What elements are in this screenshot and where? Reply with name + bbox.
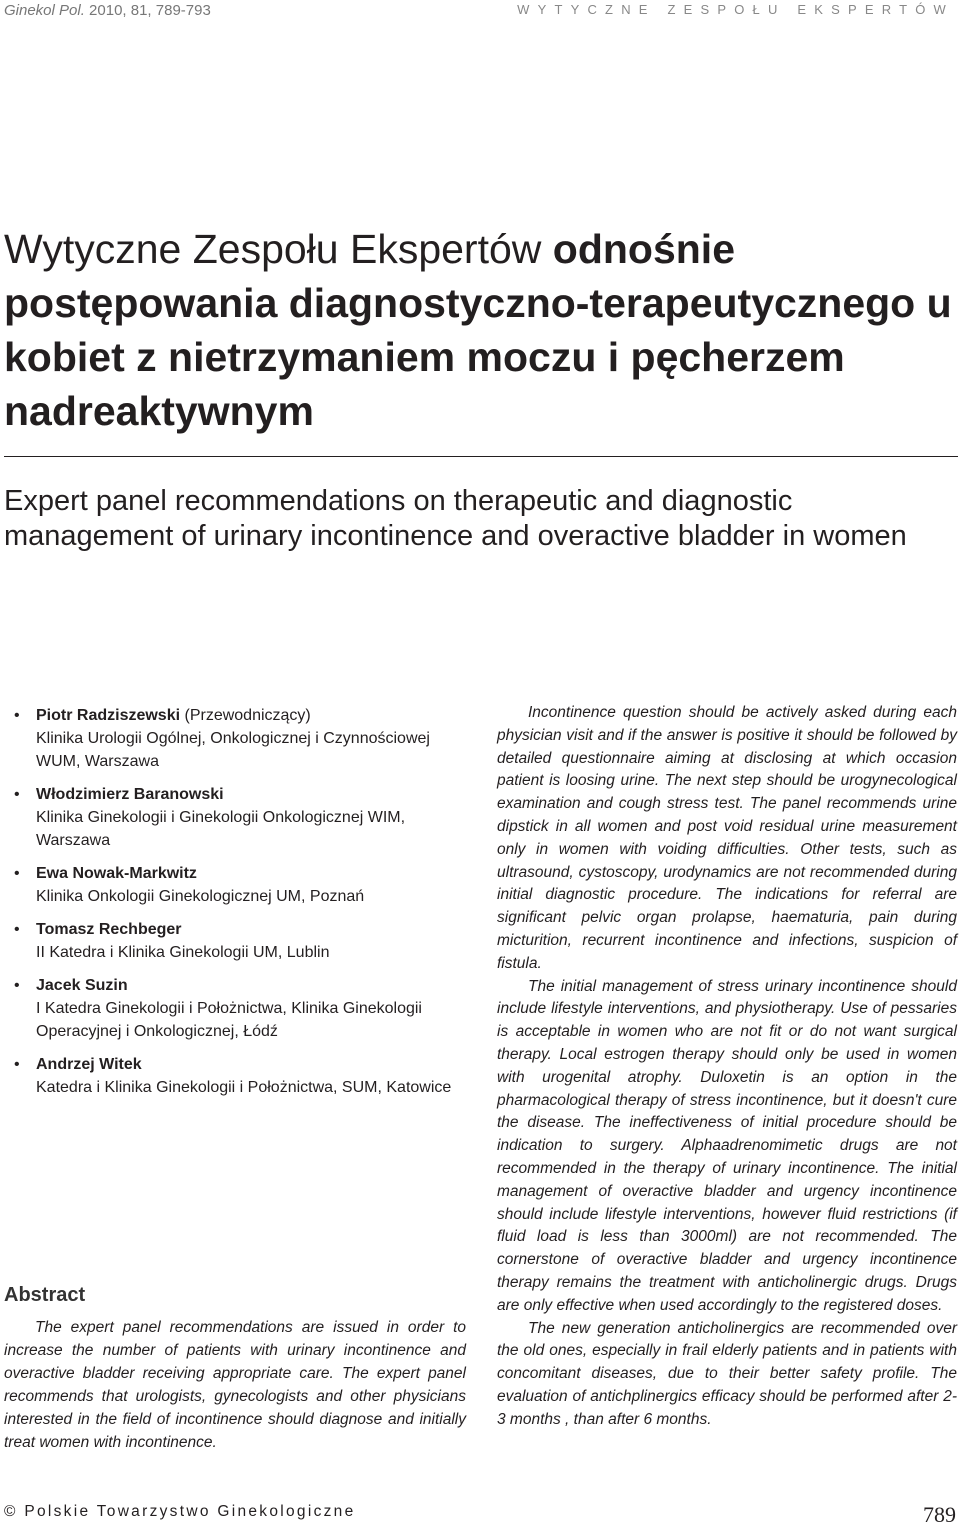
- author-affiliation: Klinika Onkologii Ginekologicznej UM, Poznań: [36, 888, 365, 905]
- author-name: Tomasz Rechbeger: [36, 921, 182, 938]
- author-name: Piotr Radziszewski: [36, 707, 181, 724]
- english-title: Expert panel recommendations on therapeutic and diagnostic management of urinary incontinence and overactive bladder in women: [4, 485, 907, 552]
- author-affiliation: I Katedra Ginekologii i Położnictwa, Klinika Ginekologii Operacyjnej i Onkologicznej, Łódź: [36, 1000, 422, 1040]
- bullet-icon: •: [14, 977, 20, 994]
- bullet-icon: •: [14, 865, 20, 882]
- body-text-column: [497, 702, 957, 1432]
- author-name: Włodzimierz Baranowski: [36, 786, 224, 803]
- author-affiliation: Klinika Ginekologii i Ginekologii Onkologicznej WIM, Warszawa: [36, 809, 406, 849]
- bullet-icon: •: [14, 707, 20, 724]
- author-role: (Przewodniczący): [180, 707, 311, 724]
- bullet-icon: •: [14, 786, 20, 803]
- title-divider: [4, 456, 958, 457]
- body-paragraph: The initial management of stress urinary incontinence should include lifestyle interventions, and physiotherapy. Use of pessaries is acceptable in women who are not fit or do not want surgical therapy. Local estrogen therapy should only be used in women with urogenital atrophy. Duloxetin is an option in the pharmacological therapy of stress incontinence, but it doesn't cure the disease. The ineffectiveness of initial procedure should be indication to surgery. Alphaadrenomimetic drugs are not recommended in the therapy of urinary incontinence. The initial management of overactive bladder and urgency incontinence should include lifestyle interventions, however fluid restrictions (if fluid load is less than 3000ml) are not recommended. The cornerstone of overactive bladder and urgency incontinence therapy remains the treatment with anticholinergic drugs. Drugs are only effective when used accordingly to the registered doses.: [497, 977, 957, 1314]
- bullet-icon: •: [14, 921, 20, 938]
- author-item: [14, 1053, 474, 1099]
- title-part-light: Wytyczne Zespołu Ekspertów: [4, 226, 553, 272]
- article-title: [4, 222, 959, 438]
- body-paragraph: The new generation anticholinergics are recommended over the old ones, especially in frail elderly patients and in patients with concomitant diseases, due to their better safety profile. The evaluation of antichplinergics efficacy should be performed after 2-3 months , than after 6 months.: [497, 1319, 957, 1428]
- author-item: [14, 862, 474, 908]
- author-name: Andrzej Witek: [36, 1056, 142, 1073]
- abstract-paragraph: The expert panel recommendations are issued in order to increase the number of patients with urinary incontinence and overactive bladder receiving appropriate care. The expert panel recommends that urologists, gynecologists and other physicians interested in the field of incontinence should diagnose and initially treat women with incontinence.: [4, 1319, 466, 1451]
- author-name: Jacek Suzin: [36, 977, 128, 994]
- author-list: [14, 704, 474, 1109]
- author-item: [14, 918, 474, 964]
- abstract-heading: Abstract: [4, 1284, 86, 1306]
- page-number: 789: [923, 1502, 956, 1527]
- author-affiliation: Katedra i Klinika Ginekologii i Położnictwa, SUM, Katowice: [36, 1079, 452, 1096]
- bullet-icon: •: [14, 1056, 20, 1073]
- author-item: [14, 704, 474, 773]
- author-name: Ewa Nowak-Markwitz: [36, 865, 197, 882]
- citation: 2010, 81, 789-793: [89, 2, 211, 19]
- journal-name: Ginekol Pol.: [4, 2, 85, 19]
- title-part-bold: odnośnie postępowania diagnostyczno-terapeutycznego u kobiet z nietrzymaniem moczu i pęcherzem nadreaktywnym: [4, 226, 952, 434]
- abstract-body: [4, 1316, 466, 1454]
- author-item: [14, 783, 474, 852]
- body-paragraph: Incontinence question should be actively asked during each physician visit and if the answer is positive it should be followed by detailed questionnaire aiming at disclosing at which occasion patient is loosing urine. The next step should be urogynecological examination and cough stress test. The panel recommends urine dipstick in all women and post void residual urine measurement only in women with voiding difficulties. Other tests, such as ultrasound, cystoscopy, urodynamics are not recommended during initial diagnostic procedure. The indications for referral are significant pelvic organ prolapse, haematuria, pain during micturition, recurrent incontinence and infections, suspicion of fistula.: [497, 704, 957, 972]
- publisher-footer: © Polskie Towarzystwo Ginekologiczne: [4, 1503, 356, 1520]
- author-affiliation: Klinika Urologii Ogólnej, Onkologicznej i Czynnościowej WUM, Warszawa: [36, 730, 430, 770]
- author-affiliation: II Katedra i Klinika Ginekologii UM, Lublin: [36, 944, 330, 961]
- author-item: [14, 974, 474, 1043]
- running-header-citation: [4, 2, 211, 19]
- section-label: WYTYCZNE ZESPOŁU EKSPERTÓW: [517, 2, 954, 17]
